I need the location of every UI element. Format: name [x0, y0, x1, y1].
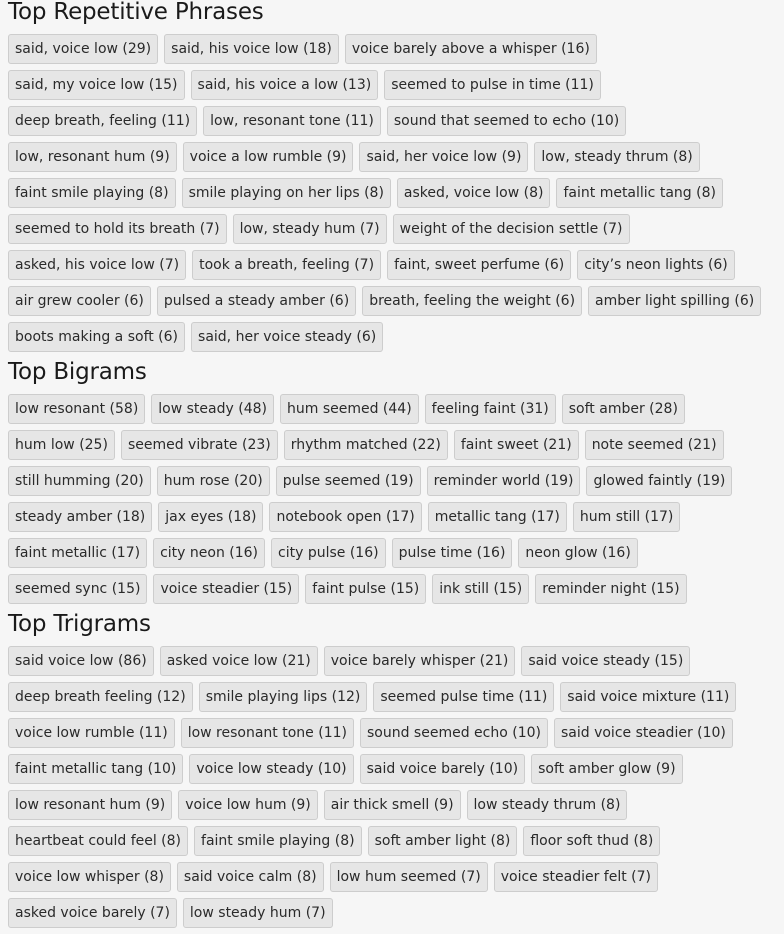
phrase-tag: weight of the decision settle (7): [393, 214, 630, 244]
phrase-tag: smile playing on her lips (8): [182, 178, 391, 208]
phrase-tag: breath, feeling the weight (6): [362, 286, 582, 316]
phrase-tag: low resonant (58): [8, 394, 145, 424]
phrase-tag: low, steady thrum (8): [534, 142, 699, 172]
phrase-tag: steady amber (18): [8, 502, 152, 532]
phrase-tag: soft amber (28): [562, 394, 685, 424]
tag-list-phrases: [8, 34, 778, 358]
phrase-tag: faint smile playing (8): [194, 826, 362, 856]
phrase-tag: seemed pulse time (11): [373, 682, 554, 712]
phrase-tag: low steady thrum (8): [467, 790, 628, 820]
phrase-tag: soft amber light (8): [368, 826, 518, 856]
phrase-tag: said voice calm (8): [177, 862, 324, 892]
phrase-tag: amber light spilling (6): [588, 286, 761, 316]
phrase-tag: note seemed (21): [585, 430, 724, 460]
phrase-tag: city’s neon lights (6): [577, 250, 735, 280]
phrase-tag: glowed faintly (19): [586, 466, 732, 496]
phrase-tag: faint pulse (15): [305, 574, 426, 604]
phrase-tag: still humming (20): [8, 466, 151, 496]
phrase-tag: said voice steady (15): [521, 646, 690, 676]
phrase-tag: said voice mixture (11): [560, 682, 736, 712]
phrase-tag: voice low steady (10): [189, 754, 353, 784]
phrase-tag: notebook open (17): [269, 502, 421, 532]
phrase-tag: rhythm matched (22): [284, 430, 448, 460]
phrase-tag: voice low hum (9): [178, 790, 318, 820]
phrase-tag: seemed to hold its breath (7): [8, 214, 227, 244]
phrase-tag: pulsed a steady amber (6): [157, 286, 356, 316]
phrase-tag: jax eyes (18): [158, 502, 263, 532]
phrase-tag: low steady hum (7): [183, 898, 333, 928]
phrase-tag: voice barely above a whisper (16): [345, 34, 597, 64]
phrase-tag: floor soft thud (8): [523, 826, 660, 856]
phrase-tag: sound that seemed to echo (10): [387, 106, 626, 136]
phrase-tag: ink still (15): [432, 574, 529, 604]
phrase-tag: deep breath feeling (12): [8, 682, 193, 712]
phrase-tag: voice low whisper (8): [8, 862, 171, 892]
phrase-tag: hum low (25): [8, 430, 115, 460]
phrase-tag: voice steadier felt (7): [494, 862, 658, 892]
phrase-tag: reminder night (15): [535, 574, 686, 604]
phrase-tag: pulse seemed (19): [276, 466, 421, 496]
phrase-tag: feeling faint (31): [425, 394, 556, 424]
phrase-tag: pulse time (16): [392, 538, 513, 568]
phrase-tag: low resonant tone (11): [181, 718, 354, 748]
phrase-tag: asked, voice low (8): [397, 178, 551, 208]
phrase-tag: sound seemed echo (10): [360, 718, 548, 748]
phrase-tag: voice low rumble (11): [8, 718, 175, 748]
phrase-tag: soft amber glow (9): [531, 754, 682, 784]
phrase-tag: faint, sweet perfume (6): [387, 250, 571, 280]
phrase-tag: faint sweet (21): [454, 430, 579, 460]
phrase-tag: seemed sync (15): [8, 574, 147, 604]
phrase-tag: low steady (48): [151, 394, 274, 424]
phrase-tag: said voice barely (10): [360, 754, 526, 784]
phrase-tag: deep breath, feeling (11): [8, 106, 197, 136]
phrase-tag: said, voice low (29): [8, 34, 158, 64]
section-title-bigrams: Top Bigrams: [8, 359, 147, 385]
phrase-tag: low, resonant hum (9): [8, 142, 177, 172]
phrase-tag: faint metallic (17): [8, 538, 147, 568]
phrase-tag: reminder world (19): [427, 466, 581, 496]
phrase-tag: said voice low (86): [8, 646, 154, 676]
phrase-tag: low hum seemed (7): [330, 862, 488, 892]
phrase-tag: said voice steadier (10): [554, 718, 733, 748]
phrase-tag: hum seemed (44): [280, 394, 419, 424]
tag-list-trigrams: [8, 646, 778, 934]
section-title-phrases: Top Repetitive Phrases: [8, 0, 264, 25]
section-title-trigrams: Top Trigrams: [8, 611, 151, 637]
phrase-tag: smile playing lips (12): [199, 682, 368, 712]
phrase-tag: asked voice barely (7): [8, 898, 177, 928]
phrase-tag: air grew cooler (6): [8, 286, 151, 316]
phrase-tag: neon glow (16): [518, 538, 637, 568]
phrase-tag: voice a low rumble (9): [183, 142, 354, 172]
phrase-tag: low, resonant tone (11): [203, 106, 381, 136]
phrase-tag: heartbeat could feel (8): [8, 826, 188, 856]
phrase-tag: seemed vibrate (23): [121, 430, 278, 460]
tag-list-bigrams: [8, 394, 778, 610]
phrase-tag: faint metallic tang (10): [8, 754, 183, 784]
phrase-tag: air thick smell (9): [324, 790, 461, 820]
phrase-tag: said, his voice a low (13): [191, 70, 379, 100]
phrase-tag: low, steady hum (7): [233, 214, 387, 244]
phrase-tag: asked voice low (21): [160, 646, 318, 676]
phrase-tag: low resonant hum (9): [8, 790, 172, 820]
phrase-tag: voice barely whisper (21): [324, 646, 516, 676]
phrase-tag: said, her voice low (9): [359, 142, 528, 172]
phrase-tag: faint metallic tang (8): [556, 178, 722, 208]
phrase-tag: asked, his voice low (7): [8, 250, 186, 280]
phrase-tag: said, her voice steady (6): [191, 322, 383, 352]
phrase-tag: voice steadier (15): [153, 574, 299, 604]
phrase-tag: said, his voice low (18): [164, 34, 339, 64]
phrase-tag: city neon (16): [153, 538, 265, 568]
phrase-tag: hum still (17): [573, 502, 680, 532]
phrase-tag: seemed to pulse in time (11): [384, 70, 601, 100]
phrase-tag: city pulse (16): [271, 538, 386, 568]
phrase-tag: hum rose (20): [157, 466, 270, 496]
phrase-tag: took a breath, feeling (7): [192, 250, 381, 280]
phrase-tag: boots making a soft (6): [8, 322, 185, 352]
phrase-tag: said, my voice low (15): [8, 70, 185, 100]
phrase-tag: metallic tang (17): [428, 502, 567, 532]
phrase-tag: faint smile playing (8): [8, 178, 176, 208]
